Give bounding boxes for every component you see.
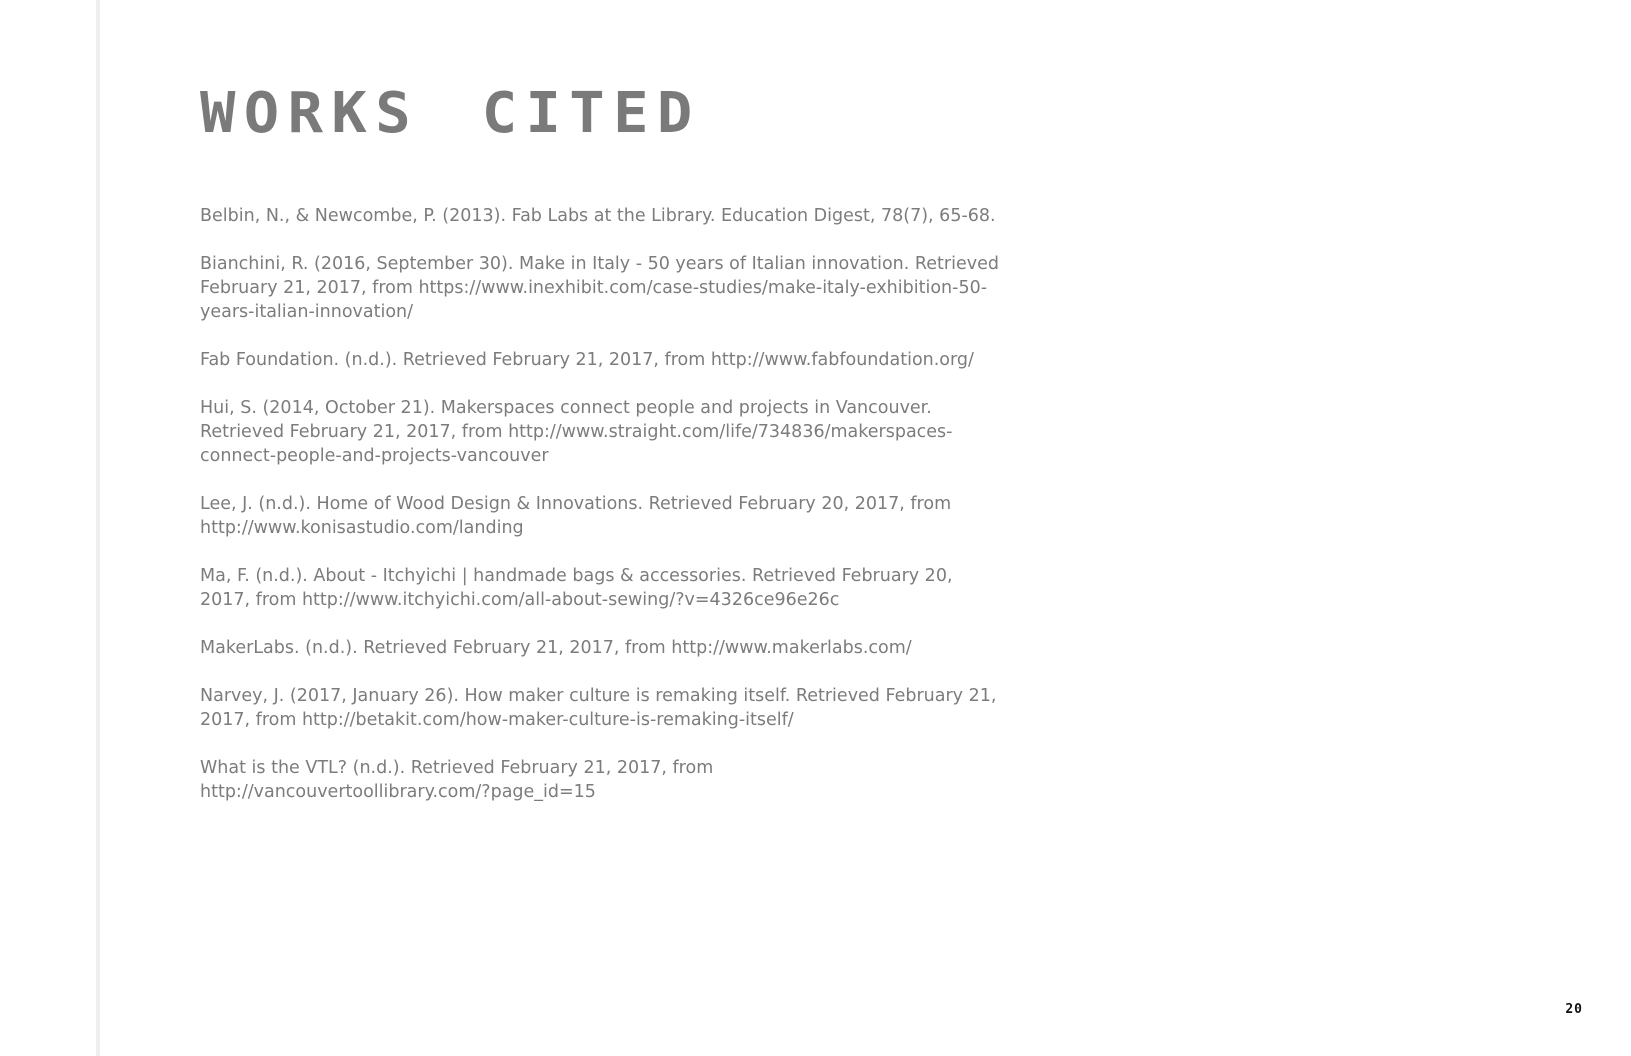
page-spine-divider [96, 0, 100, 1056]
page-title: WORKS CITED [200, 81, 701, 146]
reference-entry: What is the VTL? (n.d.). Retrieved February 21, 2017, from http://vancouvertoollibrary.com/?page_id=15 [200, 758, 714, 802]
reference-entry: Lee, J. (n.d.). Home of Wood Design & Innovations. Retrieved February 20, 2017, from http://www.konisastudio.com/landing [200, 494, 952, 538]
reference-entry: Ma, F. (n.d.). About - Itchyichi | handmade bags & accessories. Retrieved February 20, 2017, from http://www.itchyichi.com/all-about-sewing/?v=4326ce96e26c [200, 566, 953, 610]
reference-entry: Belbin, N., & Newcombe, P. (2013). Fab Labs at the Library. Education Digest, 78(7), 65-68. [200, 206, 996, 226]
reference-entry: Narvey, J. (2017, January 26). How maker culture is remaking itself. Retrieved February 21, 2017, from http://betakit.com/how-maker-culture-is-remaking-itself/ [200, 686, 997, 730]
reference-entry: MakerLabs. (n.d.). Retrieved February 21, 2017, from http://www.makerlabs.com/ [200, 638, 912, 658]
page-number: 20 [1565, 1002, 1583, 1017]
reference-entry: Bianchini, R. (2016, September 30). Make in Italy - 50 years of Italian innovation. Retrieved February 21, 2017, from https://www.inexhibit.com/case-studies/make-italy-exhibition-50-years-italian-innovation/ [200, 254, 999, 322]
reference-entry: Fab Foundation. (n.d.). Retrieved February 21, 2017, from http://www.fabfoundation.org/ [200, 350, 974, 370]
works-cited-list [200, 204, 1000, 828]
reference-entry: Hui, S. (2014, October 21). Makerspaces connect people and projects in Vancouver. Retrieved February 21, 2017, from http://www.straight.com/life/734836/makerspaces-connect-people-and-projects-vancouver [200, 398, 953, 466]
